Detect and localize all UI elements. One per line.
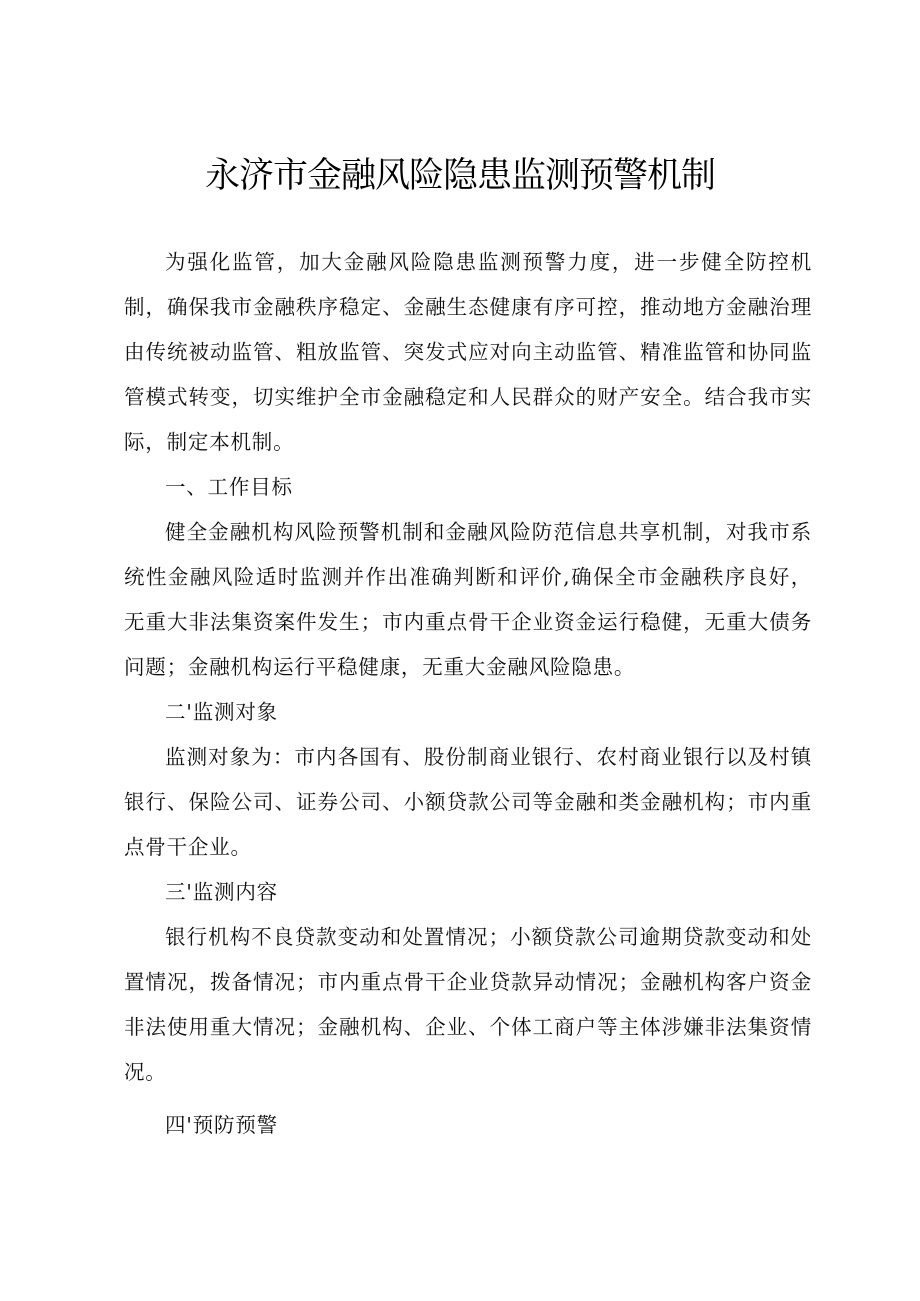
- intro-paragraph: 为强化监管，加大金融风险隐患监测预警力度，进一步健全防控机制，确保我市金融秩序稳定、金融生态健康有序可控，推动地方金融治理由传统被动监管、粗放监管、突发式应对向主动监管、精准监管和协同监管模式转变，切实维护全市金融稳定和人民群众的财产安全。结合我市实际，制定本机制。: [124, 250, 812, 454]
- section-heading-goals: 一、工作目标: [165, 475, 293, 499]
- section-paragraph-content: 银行机构不良贷款变动和处置情况；小额贷款公司逾期贷款变动和处置情况，拨备情况；市内重点骨干企业贷款异动情况；金融机构客户资金非法使用重大情况；金融机构、企业、个体工商户等主体涉嫌非法集资情况。: [124, 925, 812, 1084]
- section-paragraph-goals: 健全金融机构风险预警机制和金融风险防范信息共享机制，对我市系统性金融风险适时监测并作出准确判断和评价,确保全市金融秩序良好，无重大非法集资案件发生；市内重点骨干企业资金运行稳健，无重大债务问题；金融机构运行平稳健康，无重大金融风险隐患。: [124, 520, 812, 679]
- section-heading-targets: 二'监测对象: [165, 700, 278, 724]
- section-paragraph-targets: 监测对象为：市内各国有、股份制商业银行、农村商业银行以及村镇银行、保险公司、证券公司、小额贷款公司等金融和类金融机构；市内重点骨干企业。: [124, 745, 812, 859]
- section-heading-warning: 四'预防预警: [165, 1113, 278, 1137]
- document-title: 永济市金融风险隐患监测预警机制: [204, 156, 715, 196]
- document-body: [124, 240, 812, 1148]
- section-heading-content: 三'监测内容: [165, 880, 278, 904]
